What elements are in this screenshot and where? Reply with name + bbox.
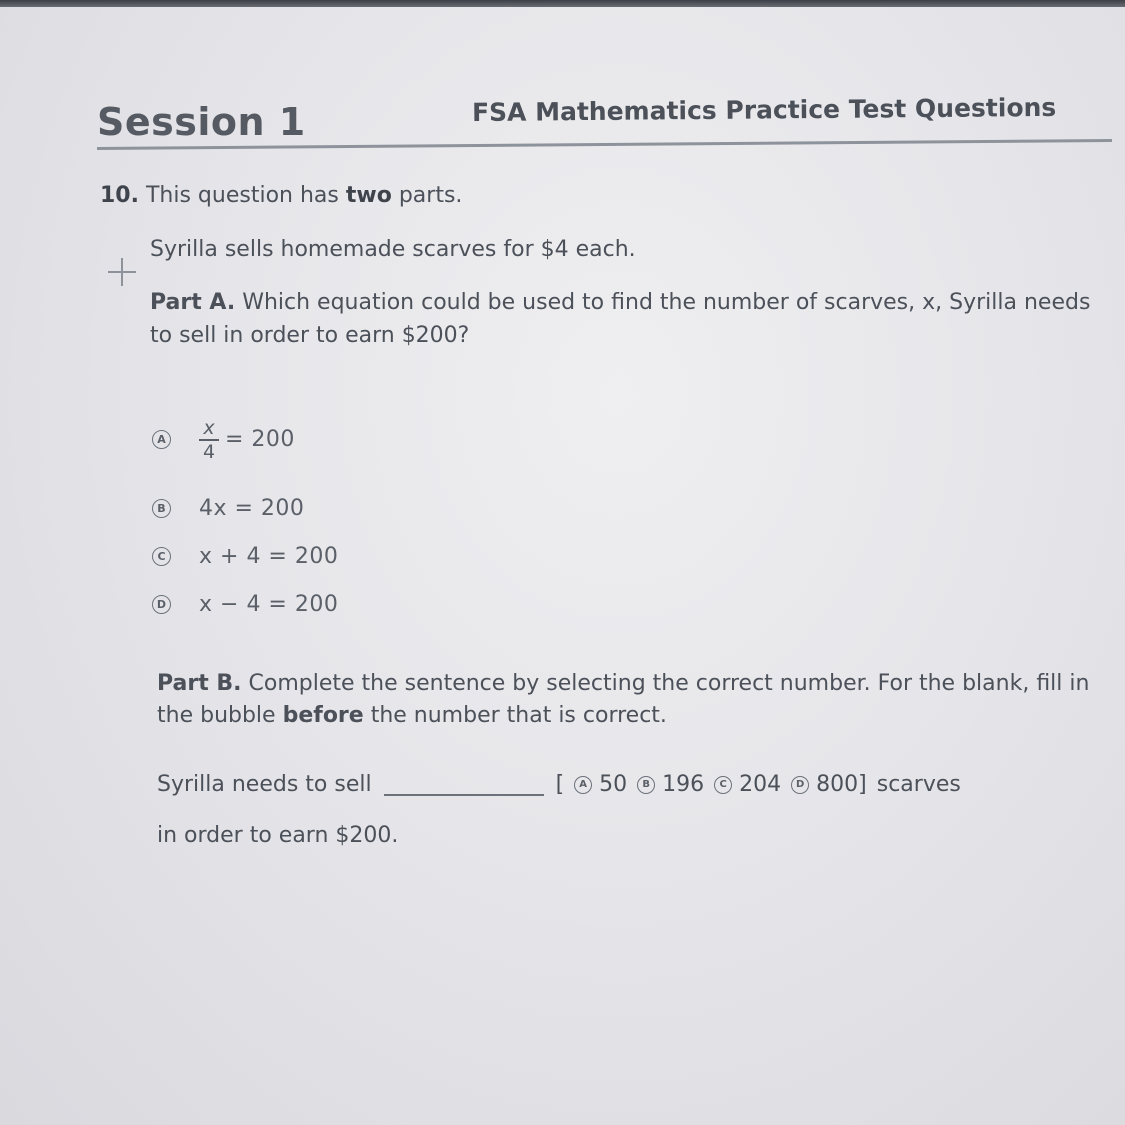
option-b-bubble[interactable]: B: [152, 499, 171, 518]
crosshair-icon: [108, 258, 136, 286]
question-lead-post: parts.: [391, 183, 463, 208]
question-number: 10.: [100, 183, 139, 208]
option-d-bubble[interactable]: D: [152, 595, 171, 614]
choice-b-value: 196: [662, 772, 705, 797]
question-lead-bold: two: [345, 183, 392, 208]
screen-bezel: [0, 0, 1125, 7]
part-a-text: Which equation could be used to find the number of scarves, x, Syrilla needs to sell in order to earn $200?: [150, 290, 1091, 348]
choice-d-bubble[interactable]: D: [791, 776, 809, 794]
answer-blank[interactable]: [384, 794, 544, 796]
option-d[interactable]: [152, 592, 338, 617]
option-c[interactable]: [152, 544, 338, 569]
option-c-bubble[interactable]: C: [152, 547, 171, 566]
option-c-expression: x + 4 = 200: [199, 544, 339, 569]
sentence-start: Syrilla needs to sell: [157, 772, 372, 797]
choice-a-value: 50: [599, 772, 628, 797]
option-b[interactable]: [152, 496, 304, 521]
choice-c[interactable]: [704, 772, 781, 797]
part-b-sentence: [157, 772, 961, 797]
part-b-text-post: the number that is correct.: [363, 703, 667, 728]
part-a-label: Part A.: [150, 290, 236, 315]
test-title: FSA Mathematics Practice Test Questions: [471, 92, 1057, 127]
choice-a-bubble[interactable]: A: [574, 776, 592, 794]
question-lead: [100, 183, 462, 208]
question-lead-pre: This question has: [145, 183, 346, 208]
part-b-label: Part B.: [157, 671, 242, 696]
option-a-bubble[interactable]: A: [152, 430, 171, 449]
option-d-expression: x − 4 = 200: [199, 592, 339, 617]
option-b-expression: 4x = 200: [199, 496, 305, 521]
choice-d[interactable]: [781, 772, 867, 797]
fraction-numerator: x: [203, 417, 215, 439]
part-b-text-bold: before: [282, 703, 364, 728]
choice-b-bubble[interactable]: B: [637, 776, 655, 794]
session-heading: Session 1: [97, 100, 306, 144]
option-a-rest: = 200: [225, 427, 295, 453]
sentence-end: in order to earn $200.: [157, 823, 399, 848]
choice-a[interactable]: [564, 772, 627, 797]
fraction-denominator: 4: [202, 440, 216, 463]
option-a-fraction: [199, 418, 219, 462]
part-b-prompt: [157, 668, 1107, 732]
bracket-open: [: [555, 772, 565, 797]
option-a[interactable]: [152, 418, 295, 462]
choice-d-value: 800]: [816, 772, 867, 797]
question-intro: Syrilla sells homemade scarves for $4 each.: [150, 237, 636, 262]
choice-c-value: 204: [739, 772, 782, 797]
choice-c-bubble[interactable]: C: [714, 776, 732, 794]
choice-b[interactable]: [627, 772, 704, 797]
sentence-after: scarves: [876, 772, 961, 797]
part-b-text-pre: Complete the sentence by selecting the correct number. For the blank, fill in the bubble: [157, 671, 1090, 728]
part-a-prompt: [150, 286, 1100, 352]
